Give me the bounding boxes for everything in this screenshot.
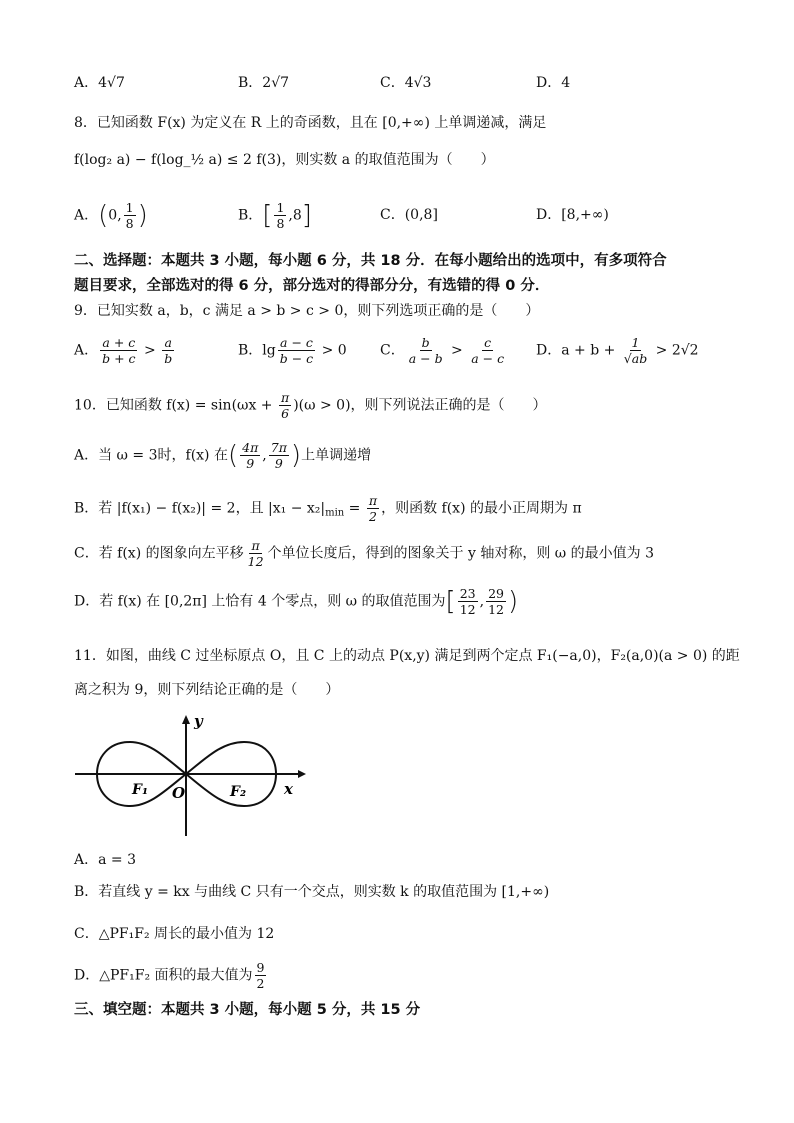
q11-option-c: C．△PF₁F₂ 周长的最小值为 12 xyxy=(74,926,275,942)
q9-stem: 9．已知实数 a，b，c 满足 a > b > c > 0，则下列选项正确的是（ ） xyxy=(74,303,540,319)
q11-stem-line1: 11．如图，曲线 C 过坐标原点 O，且 C 上的动点 P(x,y) 满足到两个定点 F₁(−a,0)，F₂(a,0)(a > 0) 的距 xyxy=(74,648,740,664)
section2-heading-line1: 二、选择题：本题共 3 小题，每小题 6 分，共 18 分．在每小题给出的选项中，有多项符合 xyxy=(74,253,667,269)
q11-option-b: B．若直线 y = kx 与曲线 C 只有一个交点，则实数 k 的取值范围为 [1,+∞) xyxy=(74,884,550,900)
q9-option-b: B．lg $\frac{a - c}{b - c}$ > 0 xyxy=(238,335,347,366)
lemniscate-figure xyxy=(70,710,310,840)
x-axis-label: x xyxy=(284,780,293,798)
origin-label: O xyxy=(172,784,186,802)
focus-f2-label: F₂ xyxy=(230,784,247,800)
q8-option-d: D．[8,+∞) xyxy=(536,207,609,223)
q11-option-d: D．△PF₁F₂ 面积的最大值为 $\frac{9}{2}$ xyxy=(74,960,265,991)
q7-option-d: D．4 xyxy=(536,75,571,91)
section2-heading-line2: 题目要求，全部选对的得 6 分，部分选对的得部分分，有选错的得 0 分． xyxy=(74,278,550,294)
q7-option-c: C．4√3 xyxy=(380,75,432,91)
q8-stem-line1: 8．已知函数 F(x) 为定义在 R 上的奇函数，且在 [0,+∞) 上单调递减，满足 xyxy=(74,115,547,131)
q11-option-a: A．a = 3 xyxy=(74,852,136,868)
q10-option-d: D．若 f(x) 在 [0,2π] 上恰有 4 个零点，则 ω 的取值范围为[ $\frac{23}{12}$ , $\frac{29}{12}$ ) xyxy=(74,586,519,617)
x-axis-arrow xyxy=(298,770,306,778)
section3-heading: 三、填空题：本题共 3 小题，每小题 5 分，共 15 分 xyxy=(74,1002,421,1018)
q8-option-a: A．(0, $\frac{1}{8}$ ) xyxy=(74,200,148,231)
q10-option-a: A．当 ω = 3时，f(x) 在( $\frac{4\pi}{9}$ , $\frac{7\pi}{9}$ )上单调递增 xyxy=(74,440,372,471)
q7-option-b: B．2√7 xyxy=(238,75,290,91)
q9-option-a: A． $\frac{a + c}{b + c}$ > $\frac{a}{b}$ xyxy=(74,335,173,366)
q10-stem: 10．已知函数 f(x) = sin(ωx + $\frac{\pi}{6}$ )(ω > 0)，则下列说法正确的是（ ） xyxy=(74,390,547,421)
q10-option-c: C．若 f(x) 的图象向左平移 $\frac{\pi}{12}$ 个单位长度后，得到的图象关于 y 轴对称，则 ω 的最小值为 3 xyxy=(74,538,655,569)
q11-stem-line2: 离之积为 9，则下列结论正确的是（ ） xyxy=(74,682,340,698)
q9-option-d: D．a + b + $\frac{1}{√ab}$ > 2√2 xyxy=(536,335,699,366)
q10-option-b: B．若 |f(x₁) − f(x₂)| = 2，且 $|x_1 - x_2|_{min}$ = $\frac{\pi}{2}$ ，则函数 f(x) 的最小正周期为 π xyxy=(74,493,582,524)
q8-option-c: C．(0,8] xyxy=(380,207,438,223)
q9-option-c: C． $\frac{b}{a - b}$ > $\frac{c}{a - c}$ xyxy=(380,335,505,366)
focus-f1-label: F₁ xyxy=(132,782,149,798)
y-axis-label: y xyxy=(194,712,203,730)
q8-stem-line2: f(log₂ a) − f(log_½ a) ≤ 2 f(3)，则实数 a 的取值范围为（ ） xyxy=(74,152,495,168)
q7-option-a: A．4√7 xyxy=(74,75,125,91)
y-axis-arrow xyxy=(182,715,190,724)
q8-option-b: B．[ $\frac{1}{8}$ ,8] xyxy=(238,200,312,231)
